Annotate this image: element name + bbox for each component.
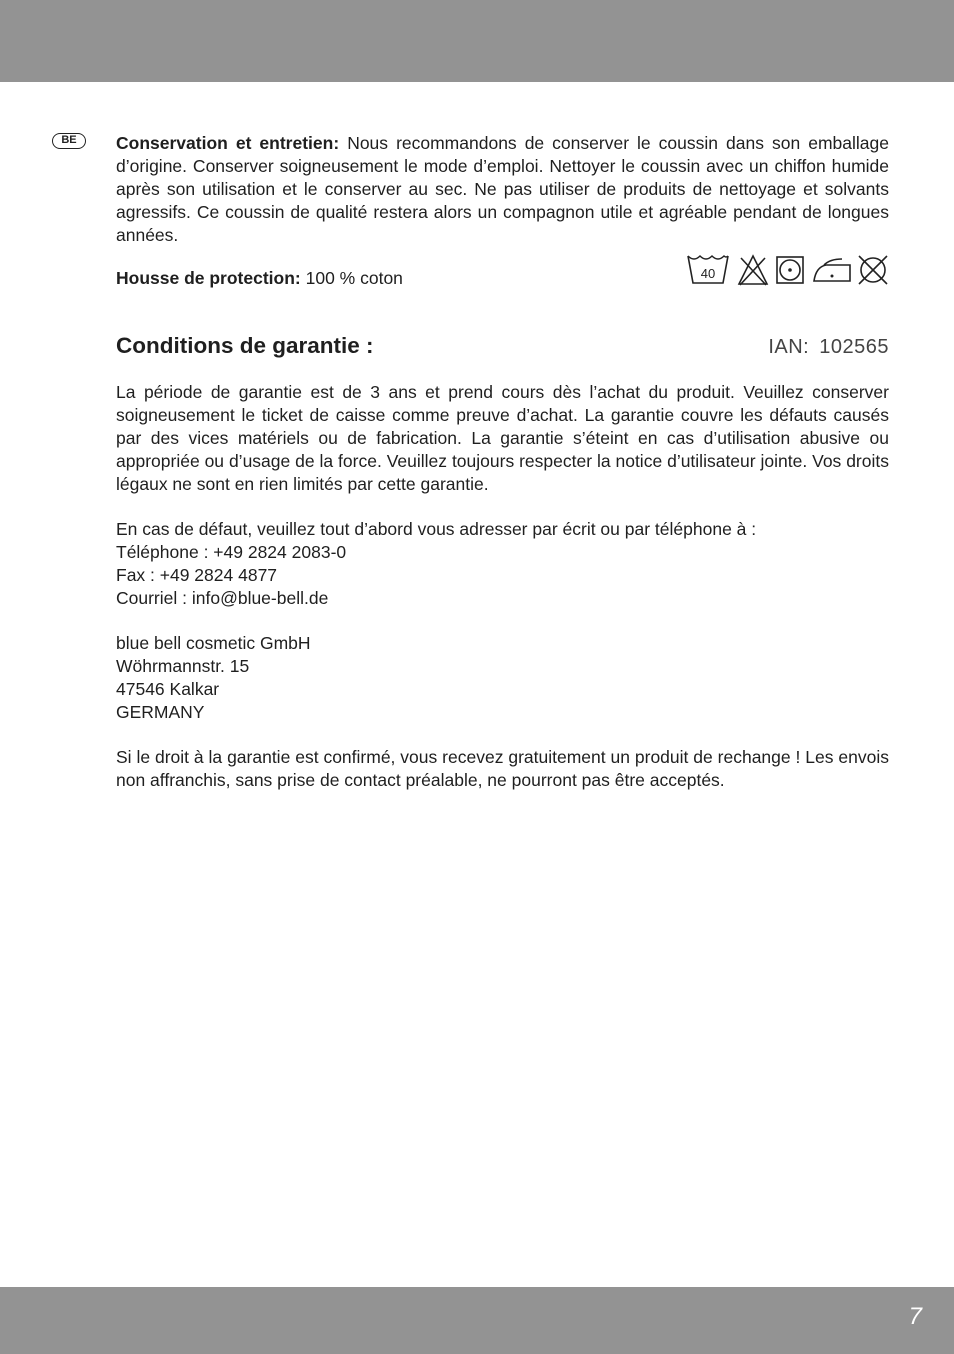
- care-paragraph: [116, 132, 889, 247]
- no-bleach-icon: [736, 253, 770, 287]
- contact-email: Courriel : info@blue-bell.de: [116, 588, 329, 608]
- tumble-dry-icon: [775, 253, 805, 287]
- contact-phone: Téléphone : +49 2824 2083-0: [116, 542, 347, 562]
- no-dry-clean-icon: [856, 253, 890, 287]
- cover-text: 100 % coton: [300, 268, 403, 288]
- cover-label: Housse de protection:: [116, 268, 301, 288]
- top-bar: [0, 0, 954, 82]
- warranty-heading-row: [116, 332, 889, 360]
- ian-value: 102565: [819, 336, 889, 358]
- address-country: GERMANY: [116, 702, 205, 722]
- care-section: [116, 132, 889, 247]
- wash-temp-label: 40: [700, 266, 716, 281]
- contact-fax: Fax : +49 2824 4877: [116, 565, 278, 585]
- care-text: Nous recommandons de conserver le coussin dans son emballage d’origine. Conserver soigneusement le mode d’emploi. Nettoyer le coussin avec un chiffon humide après son utilisation et le conserver au sec. Ne pas utiliser de produits de nettoyage et solvants agressifs. Ce coussin de qualité restera alors un compagnon utile et agréable pendant de longues années.: [116, 133, 889, 245]
- warranty-paragraph: La période de garantie est de 3 ans et prend cours dès l’achat du produit. Veuillez conserver soigneusement le ticket de caisse comme preuve d’achat. La garantie couvre les défauts causés par des vices matériels ou de fabrication. La garantie s’éteint en cas d’utilisation abusive ou appropriée ou d’usage de la force. Veuillez toujours respecter la notice d’utilisateur jointe. Vos droits légaux ne sont en rien limités par cette garantie.: [116, 382, 889, 494]
- address-company: blue bell cosmetic GmbH: [116, 633, 311, 653]
- warranty-section: [116, 381, 889, 496]
- ian-label: IAN:: [768, 336, 810, 358]
- replacement-paragraph: Si le droit à la garantie est confirmé, vous recevez gratuitement un produit de rechange ! Les envois non affranchis, sans prise de contact préalable, ne pourront pas être acceptés.: [116, 747, 889, 790]
- address-street: Wöhrmannstr. 15: [116, 656, 250, 676]
- replacement-section: [116, 746, 889, 792]
- warranty-heading: Conditions de garantie :: [116, 333, 374, 358]
- care-symbols: [686, 253, 890, 287]
- address-section: [116, 632, 889, 724]
- care-label: Conservation et entretien:: [116, 133, 340, 153]
- language-badge: BE: [52, 133, 86, 149]
- contact-intro: En cas de défaut, veuillez tout d’abord vous adresser par écrit ou par téléphone à :: [116, 519, 757, 539]
- ian-number: [768, 336, 889, 359]
- bottom-bar: [0, 1287, 954, 1354]
- address-city: 47546 Kalkar: [116, 679, 220, 699]
- contact-section: [116, 518, 889, 610]
- wash-40-icon: [686, 253, 730, 287]
- page-number: 7: [908, 1303, 922, 1330]
- iron-low-icon: [810, 253, 854, 287]
